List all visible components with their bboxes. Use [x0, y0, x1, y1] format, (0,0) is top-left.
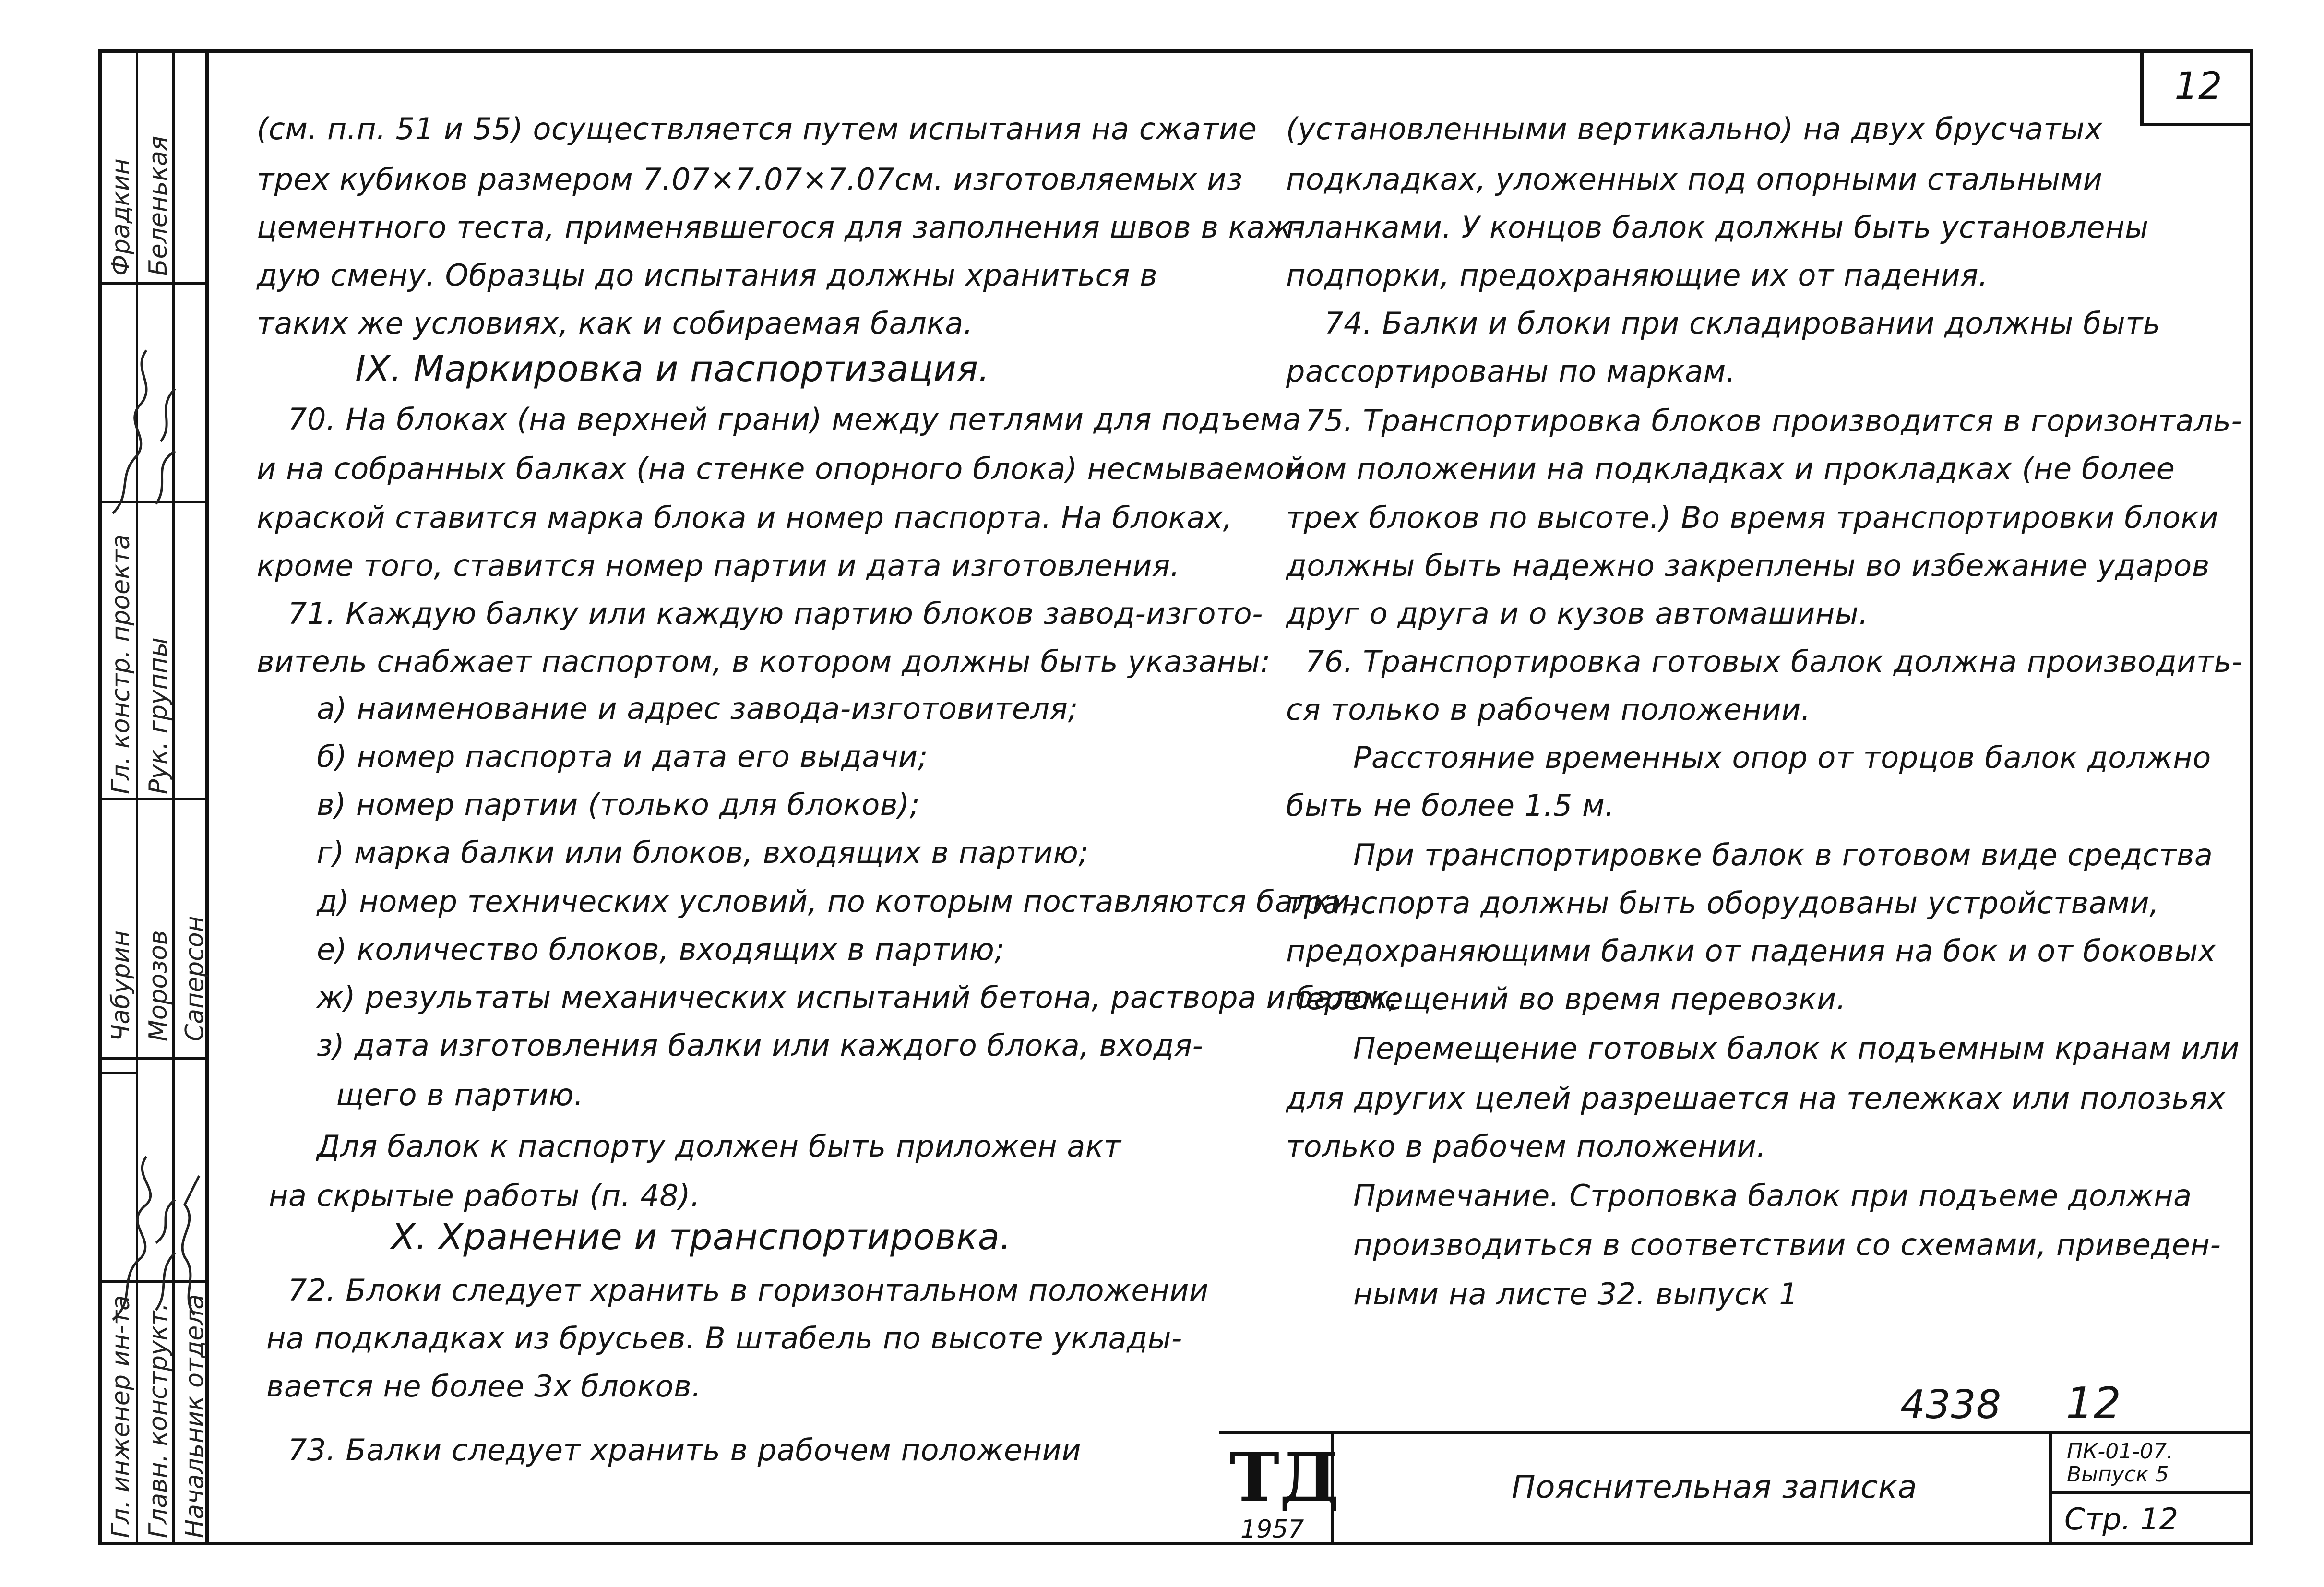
issue-label: Выпуск 5: [2067, 1462, 2169, 1487]
title-block-code: [2049, 1431, 2253, 1545]
stamp-role-project-designer: Гл. констр. проекта: [107, 534, 135, 794]
text-line: 73. Балки следует хранить в рабочем положении: [288, 1432, 1082, 1468]
note-line: производиться в соответствии со схемами, приведен-: [1353, 1227, 2221, 1262]
text-line: вается не более 3х блоков.: [266, 1369, 702, 1404]
text-line: Перемещение готовых балок к подъемным кранам или: [1353, 1031, 2240, 1066]
text-line: 76. Транспортировка готовых балок должна производить-: [1305, 644, 2243, 679]
inventory-sheet: 12: [2066, 1378, 2121, 1429]
stamp-role-department-head: Начальник отдела: [180, 1294, 209, 1538]
stamp-signatures: [103, 312, 209, 1560]
stamp-name-chaburin: Чабурин: [107, 930, 135, 1041]
text-line: витель снабжает паспортом, в котором должны быть указаны:: [257, 644, 1271, 679]
text-line: таких же условиях, как и собираемая балка.: [257, 306, 973, 341]
text-line: Для балок к паспорту должен быть приложен акт: [317, 1129, 1121, 1164]
text-line: подкладках, уложенных под опорными стальными: [1286, 162, 2103, 197]
stamp-name-morozov: Морозов: [144, 930, 173, 1041]
text-line: дую смену. Образцы до испытания должны храниться в: [257, 258, 1158, 293]
text-line: краской ставится марка блока и номер паспорта. На блоках,: [257, 500, 1233, 535]
text-line: Расстояние временных опор от торцов балок должно: [1353, 740, 2211, 775]
text-line: и на собранных балках (на стенке опорного блока) несмываемой: [257, 451, 1304, 486]
page-number: 12: [2174, 64, 2222, 108]
text-line: 71. Каждую балку или каждую партию блоков завод-изгото-: [288, 596, 1263, 631]
text-line: кроме того, ставится номер партии и дата изготовления.: [257, 548, 1180, 583]
text-line: а) наименование и адрес завода-изготовителя;: [317, 691, 1078, 726]
text-line: предохраняющими балки от падения на бок и от боковых: [1286, 933, 2216, 968]
text-line: должны быть надежно закреплены во избежание ударов: [1286, 548, 2210, 583]
text-line: д) номер технических условий, по которым поставляются балки;: [317, 884, 1361, 919]
text-line: транспорта должны быть оборудованы устройствами,: [1286, 885, 2159, 920]
text-line: планками. У концов балок должны быть установлены: [1286, 210, 2149, 245]
stamp-role-group-head: Рук. группы: [144, 637, 173, 794]
text-line: ж) результаты механических испытаний бетона, раствора и балок;: [317, 980, 1399, 1015]
text-line: ном положении на подкладках и прокладках (не более: [1286, 451, 2175, 486]
text-line: г) марка балки или блоков, входящих в партию;: [317, 835, 1089, 870]
stamp-name-fradkin: Фрадкин: [107, 158, 135, 276]
text-line: на подкладках из брусьев. В штабель по высоте уклады-: [266, 1321, 1182, 1356]
text-line: перемещений во время перевозки.: [1286, 981, 1847, 1016]
text-line: трех блоков по высоте.) Во время транспортировки блоки: [1286, 500, 2219, 535]
section-heading-ix: IX. Маркировка и паспортизация.: [355, 348, 990, 390]
text-line: для других целей разрешается на тележках или полозьях: [1286, 1081, 2226, 1116]
text-line: 70. На блоках (на верхней грани) между петлями для подъема: [288, 402, 1301, 437]
text-line: в) номер партии (только для блоков);: [317, 787, 920, 822]
section-heading-x: X. Хранение и транспортировка.: [391, 1217, 1012, 1258]
note-line: ными на листе 32. выпуск 1: [1353, 1277, 1799, 1312]
text-line: щего в партию.: [336, 1077, 584, 1112]
stamp-name-belenkaya: Беленькая: [144, 135, 173, 276]
text-line: (см. п.п. 51 и 55) осуществляется путем испытания на сжатие: [257, 111, 1257, 146]
text-line: быть не более 1.5 м.: [1286, 788, 1615, 823]
text-line: 72. Блоки следует хранить в горизонтальном положении: [288, 1273, 1209, 1308]
text-line: 75. Транспортировка блоков производится в горизонталь-: [1305, 403, 2242, 438]
document-title: Пояснительная записка: [1512, 1468, 1918, 1505]
text-line: е) количество блоков, входящих в партию;: [317, 932, 1005, 967]
text-line: только в рабочем положении.: [1286, 1129, 1766, 1164]
td-logo: ТД: [1229, 1438, 1339, 1517]
page-label: Стр. 12: [2064, 1502, 2179, 1537]
text-line: трех кубиков размером 7.07×7.07×7.07см. изготовляемых из: [257, 162, 1243, 197]
page-number-box: [2140, 49, 2253, 126]
text-line: При транспортировке балок в готовом виде средства: [1353, 837, 2213, 872]
stamp-role-chief-designer: Главн. конструкт.: [144, 1303, 173, 1538]
series-code: ПК-01-07.: [2067, 1439, 2174, 1464]
text-line: (установленными вертикально) на двух брусчатых: [1286, 111, 2103, 146]
note-line: Примечание. Строповка балок при подъеме должна: [1353, 1178, 2192, 1213]
text-line: друг о друга и о кузов автомашины.: [1286, 596, 1869, 631]
title-block-logo: [1219, 1431, 1339, 1545]
text-line: рассортированы по маркам.: [1286, 354, 1736, 389]
logo-year: 1957: [1240, 1515, 1304, 1544]
text-line: ся только в рабочем положении.: [1286, 692, 1811, 727]
text-line: подпорки, предохраняющие их от падения.: [1286, 258, 1989, 293]
text-line: з) дата изготовления балки или каждого блока, входя-: [317, 1028, 1204, 1063]
stamp-name-saperson: Саперсон: [180, 916, 209, 1041]
inventory-number: 4338: [1900, 1382, 2002, 1428]
stamp-role-chief-engineer: Гл. инженер ин-та: [107, 1295, 135, 1538]
text-line: цементного теста, применявшегося для заполнения швов в каж-: [257, 210, 1303, 245]
text-line: 74. Балки и блоки при складировании должны быть: [1324, 306, 2161, 341]
text-line: на скрытые работы (п. 48).: [269, 1178, 701, 1213]
text-line: б) номер паспорта и дата его выдачи;: [317, 739, 929, 774]
